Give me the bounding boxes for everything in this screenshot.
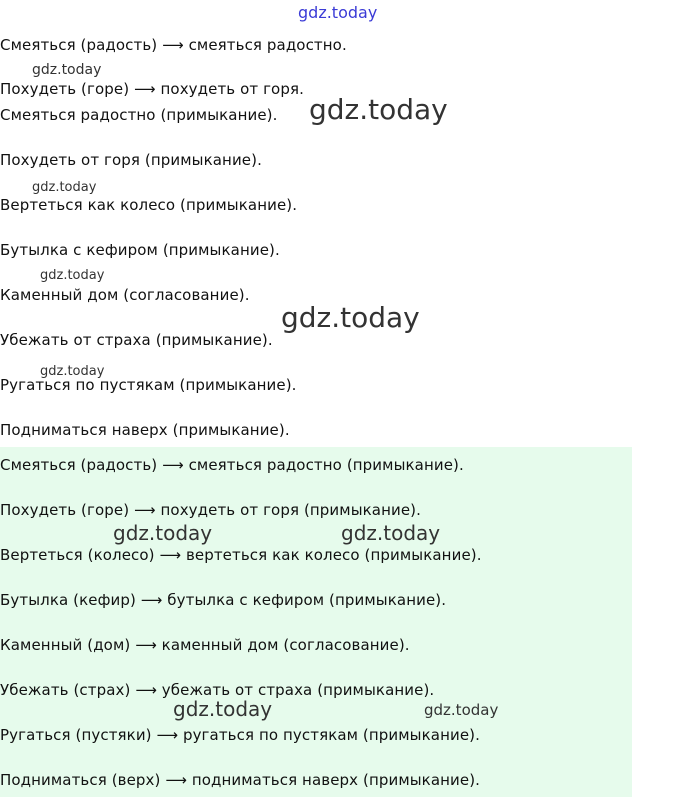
watermark: gdz.today bbox=[32, 62, 102, 78]
watermark: gdz.today bbox=[281, 301, 420, 334]
watermark: gdz.today bbox=[173, 697, 273, 721]
answer-line: Похудеть (горе) ⟶ похудеть от горя (примыкание). bbox=[0, 501, 421, 519]
text-line: Бутылка с кефиром (примыкание). bbox=[0, 241, 280, 259]
answer-line: Ругаться (пустяки) ⟶ ругаться по пустякам (примыкание). bbox=[0, 726, 480, 744]
text-line: Похудеть (горе) ⟶ похудеть от горя. bbox=[0, 80, 304, 98]
watermark: gdz.today bbox=[32, 180, 97, 195]
watermark: gdz.today bbox=[309, 93, 448, 126]
watermark: gdz.today bbox=[113, 521, 213, 545]
text-line: Смеяться радостно (примыкание). bbox=[0, 106, 278, 124]
answer-line: Каменный (дом) ⟶ каменный дом (согласование). bbox=[0, 636, 410, 654]
text-line: Похудеть от горя (примыкание). bbox=[0, 151, 262, 169]
watermark: gdz.today bbox=[40, 364, 105, 379]
text-line: Каменный дом (согласование). bbox=[0, 286, 250, 304]
text-line: Подниматься наверх (примыкание). bbox=[0, 421, 290, 439]
watermark: gdz.today bbox=[341, 521, 441, 545]
watermark: gdz.today bbox=[40, 268, 105, 283]
text-line: Вертеться как колесо (примыкание). bbox=[0, 196, 298, 214]
text-line: Смеяться (радость) ⟶ смеяться радостно. bbox=[0, 36, 347, 54]
text-line: Убежать от страха (примыкание). bbox=[0, 331, 273, 349]
watermark-top: gdz.today bbox=[298, 3, 378, 22]
answer-line: Убежать (страх) ⟶ убежать от страха (примыкание). bbox=[0, 681, 435, 699]
watermark: gdz.today bbox=[424, 701, 499, 719]
text-line: Ругаться по пустякам (примыкание). bbox=[0, 376, 297, 394]
answer-line: Вертеться (колесо) ⟶ вертеться как колесо (примыкание). bbox=[0, 546, 482, 564]
answer-line: Смеяться (радость) ⟶ смеяться радостно (примыкание). bbox=[0, 456, 464, 474]
answer-line: Бутылка (кефир) ⟶ бутылка с кефиром (примыкание). bbox=[0, 591, 447, 609]
answer-line: Подниматься (верх) ⟶ подниматься наверх (примыкание). bbox=[0, 771, 481, 789]
